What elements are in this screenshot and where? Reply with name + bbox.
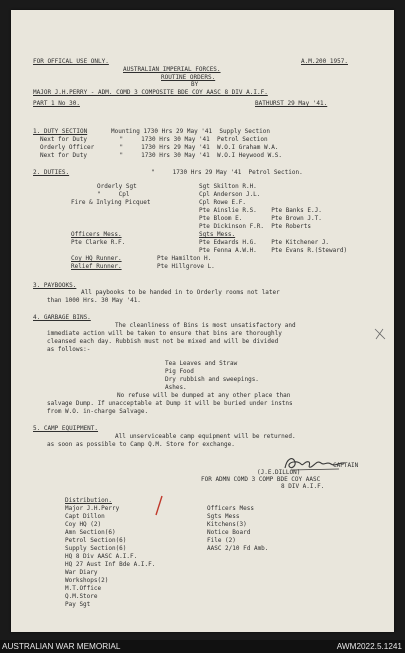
signatory-unit: FOR ADMN COMD 3 COMP BDE COY AASC <box>201 476 321 483</box>
distribution-item: Capt Dillon <box>65 513 105 520</box>
issuing-officer: MAJOR J.H.PERRY - ADM. COMD 3 COMPOSITE BDE COY AASC 8 DIV A.I.F. <box>33 89 268 96</box>
distribution-item: Amn Section(6) <box>65 529 116 536</box>
signatory-division: 8 DIV A.I.F. <box>281 483 325 490</box>
garbage-heading: 4. GARBAGE BINS. <box>33 314 91 321</box>
garbage-line: The cleanliness of Bins is most unsatisfactory and <box>115 322 296 329</box>
distribution-item: Coy HQ (2) <box>65 521 102 528</box>
runner-name: Pte Hamilton H. <box>157 255 212 262</box>
distribution-item: M.T.Office <box>65 585 102 592</box>
duty-name: Pte Dickinson F.R. Pte Roberts <box>199 223 311 230</box>
part-number: PART 1 No 30. <box>33 100 80 107</box>
document-title: AUSTRALIAN IMPERIAL FORCES. <box>123 66 221 73</box>
distribution-item: Sgts Mess <box>207 513 240 520</box>
garbage-line: salvage Dump. If unacceptable at Dump it will be buried under instns <box>47 400 293 407</box>
paybooks-line: All paybooks to be handed in to Orderly rooms not later <box>81 289 280 296</box>
coy-hq-runner-label: Coy HQ Runner. <box>71 255 122 262</box>
distribution-item: Pay Sgt <box>65 601 91 608</box>
officers-mess-name: Pte Clarke R.F. <box>71 239 126 246</box>
pencil-annotation <box>373 327 387 341</box>
garbage-line: No refuse will be dumped at any other place than <box>117 392 291 399</box>
archive-source-label: AUSTRALIAN WAR MEMORIAL <box>2 642 121 651</box>
cpl-label: " Cpl <box>97 191 130 198</box>
duty-name: Pte Ainslie R.S. Pte Banks E.J. <box>199 207 322 214</box>
distribution-item: Officers Mess <box>207 505 254 512</box>
sgts-mess-label: Sgts Mess. <box>199 231 236 238</box>
duty-name: Pte Bloom E. Pte Brown J.T. <box>199 215 322 222</box>
garbage-item: Pig Food <box>165 368 194 375</box>
paybooks-heading: 3. PAYBOOKS. <box>33 282 77 289</box>
duty-name: Pte Fenna A.W.H. Pte Evans R.(Steward) <box>199 247 348 254</box>
paybooks-line: than 1000 Hrs. 30 May '41. <box>47 297 141 304</box>
distribution-item: AASC 2/10 Fd Amb. <box>207 545 269 552</box>
distribution-item: Major J.H.Perry <box>65 505 120 512</box>
distribution-item: HQ 8 Div AASC A.I.F. <box>65 553 138 560</box>
duty-name: Cpl Anderson J.L. <box>199 191 261 198</box>
classification-label: FOR OFFICAL USE ONLY. <box>33 58 109 65</box>
red-pen-mark <box>153 495 165 517</box>
place-date: BATHURST 29 May '41. <box>255 100 328 107</box>
distribution-item: File (2) <box>207 537 236 544</box>
reference-number: A.M.200 1957. <box>301 58 348 65</box>
distribution-item: Petrol Section(6) <box>65 537 127 544</box>
duty-row: Next for Duty " 1730 Hrs 30 May '41 Petrol Section <box>40 136 268 143</box>
distribution-item: Q.M.Store <box>65 593 98 600</box>
document-subtitle: ROUTINE ORDERS. <box>161 74 216 81</box>
distribution-item: War Diary <box>65 569 98 576</box>
fire-picquet-label: Fire & Inlying Picquet <box>71 199 151 206</box>
by-line: BY <box>191 81 199 88</box>
distribution-item: Supply Section(6) <box>65 545 127 552</box>
garbage-item: Tea Leaves and Straw <box>165 360 238 367</box>
archive-id-label: AWM2022.5.1241 <box>336 642 402 651</box>
signatory-rank: CAPTAIN <box>333 462 359 469</box>
distribution-item: Workshops(2) <box>65 577 109 584</box>
signatory-name: (J.E.DILLON) <box>257 469 301 476</box>
distribution-item: Kitchens(3) <box>207 521 247 528</box>
officers-mess-label: Officers Mess. <box>71 231 122 238</box>
camp-equipment-line: as soon as possible to Camp Q.M. Store for exchange. <box>47 441 235 448</box>
garbage-line: immediate action will be taken to ensure that bins are thoroughly <box>47 330 282 337</box>
distribution-item: Notice Board <box>207 529 251 536</box>
duties-heading: 2. DUTIES. <box>33 169 70 176</box>
garbage-line: cleansed each day. Rubbish must not be mixed and will be divided <box>47 338 279 345</box>
duty-name: Cpl Rowe E.F. <box>199 199 246 206</box>
duty-section-heading: 1. DUTY SECTION <box>33 128 88 135</box>
archive-footer-bar <box>0 640 405 653</box>
duty-name: Sgt Skilton R.H. <box>199 183 257 190</box>
garbage-line: from W.O. in-charge Salvage. <box>47 408 149 415</box>
duties-line: " 1730 Hrs 29 May '41 Petrol Section. <box>151 169 303 176</box>
garbage-item: Dry rubbish and sweepings. <box>165 376 259 383</box>
relief-runner-name: Pte Hillgrove L. <box>157 263 215 270</box>
duty-row: Orderly Officer " 1730 Hrs 29 May '41 W.O.I Graham W.A. <box>40 144 279 151</box>
distribution-item: HQ 27 Aust Inf Bde A.I.F. <box>65 561 156 568</box>
garbage-item: Ashes. <box>165 384 187 391</box>
garbage-line: as follows:- <box>47 346 91 353</box>
distribution-heading: Distribution. <box>65 497 112 504</box>
camp-equipment-line: All unserviceable camp equipment will be returned. <box>115 433 296 440</box>
duty-row: Mounting 1730 Hrs 29 May '41 Supply Section <box>111 128 270 135</box>
duty-name: Pte Edwards H.G. Pte Kitchener J. <box>199 239 330 246</box>
relief-runner-label: Relief Runner. <box>71 263 122 270</box>
orderly-sgt-label: Orderly Sgt <box>97 183 137 190</box>
document-page <box>11 10 394 632</box>
camp-equipment-heading: 5. CAMP EQUIPMENT. <box>33 425 99 432</box>
duty-row: Next for Duty " 1730 Hrs 30 May '41 W.O.I Heywood W.S. <box>40 152 283 159</box>
